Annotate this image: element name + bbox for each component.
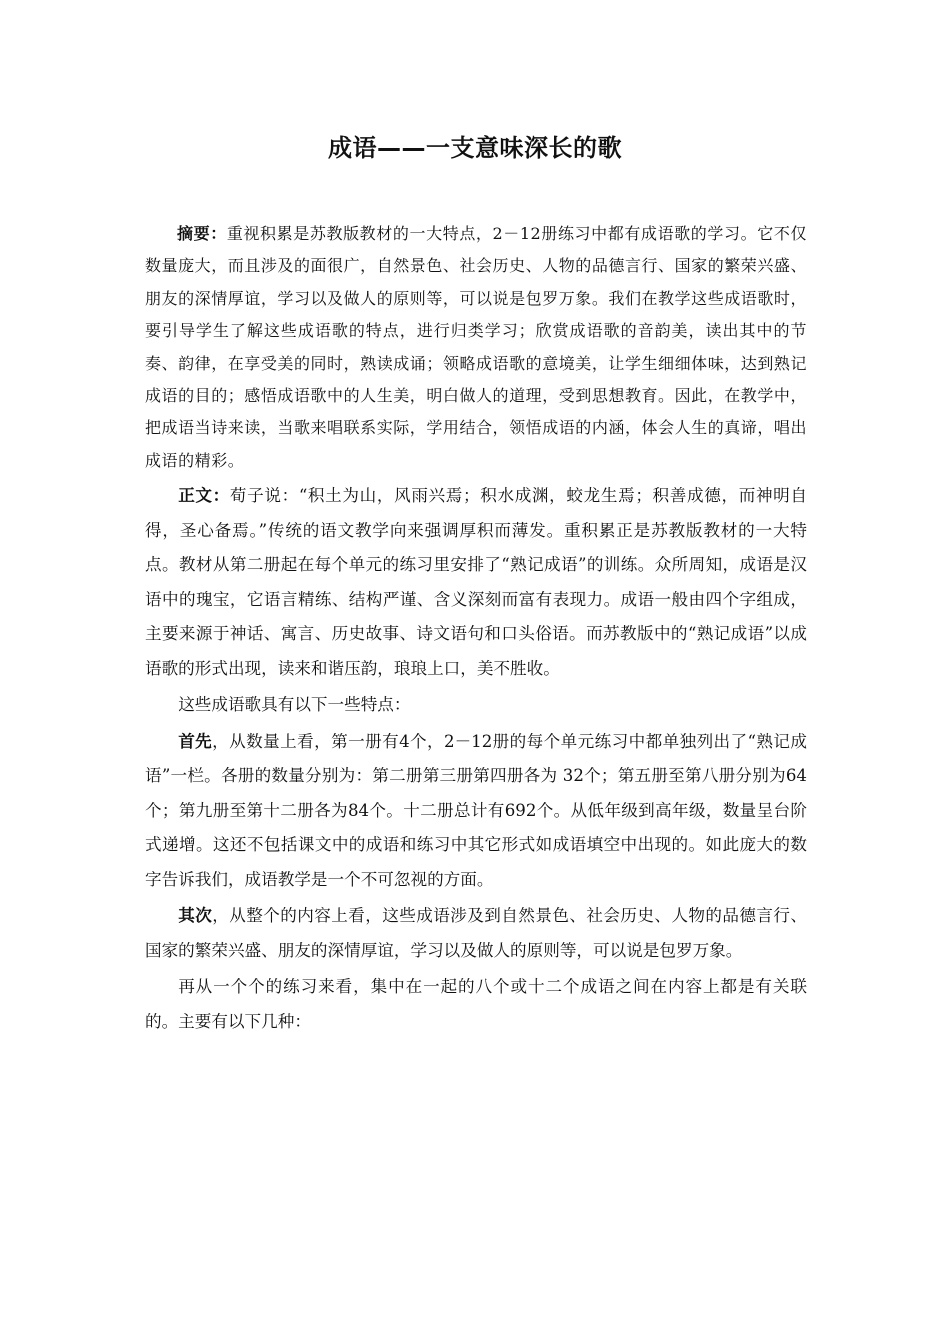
document-body [145, 218, 807, 1039]
first-point-lead: 首先 [178, 731, 213, 751]
second-point-paragraph [145, 899, 807, 968]
first-point-paragraph [145, 725, 807, 898]
features-intro-text: 这些成语歌具有以下一些特点： [178, 695, 411, 715]
abstract-text: 重视积累是苏教版教材的一大特点，2－12册练习中都有成语歌的学习。它不仅数量庞大，而且涉及的面很广，自然景色、社会历史、人物的品德言行、国家的繁荣兴盛、朋友的深情厚谊，学习以及做人的原则等，可以说是包罗万象。我们在教学这些成语歌时，要引导学生了解这些成语歌的特点，进行归类学习；欣赏成语歌的音韵美，读出其中的节奏、韵律，在享受美的同时，熟读成诵；领略成语歌的意境美，让学生细细体味，达到熟记成语的目的；感悟成语歌中的人生美，明白做人的道理，受到思想教育。因此，在教学中，把成语当诗来读，当歌来唱联系实际，学用结合，领悟成语的内涵，体会人生的真谛，唱出成语的精彩。 [145, 224, 808, 470]
abstract-paragraph [145, 218, 807, 477]
main-text-lead: 正文： [178, 486, 230, 506]
first-point-text: ，从数量上看，第一册有4个，2－12册的每个单元练习中都单独列出了“熟记成语”一栏。各册的数量分别为：第二册第三册第四册各为 32个；第五册至第八册分别为64个；第九册至第十二册各为84个。十二册总计有692个。从低年级到高年级，数量呈台阶式递增。这还不包括课文中的成语和练习中其它形式如成语填空中出现的。如此庞大的数字告诉我们，成语教学是一个不可忽视的方面。 [145, 731, 807, 889]
main-text-paragraph [145, 479, 807, 686]
second-point-text: ，从整个的内容上看，这些成语涉及到自然景色、社会历史、人物的品德言行、国家的繁荣兴盛、朋友的深情厚谊，学习以及做人的原则等，可以说是包罗万象。 [145, 906, 808, 960]
features-intro-paragraph [145, 688, 807, 723]
abstract-lead: 摘要： [177, 224, 227, 243]
document-title: 成语——一支意味深长的歌 [328, 134, 622, 162]
main-text-body: 荀子说：“积土为山，风雨兴焉；积水成渊，蛟龙生焉；积善成德，而神明自得，圣心备焉。”传统的语文教学向来强调厚积而薄发。重积累正是苏教版教材的一大特点。教材从第二册起在每个单元的练习里安排了“熟记成语”的训练。众所周知，成语是汉语中的瑰宝，它语言精练、结构严谨、含义深刻而富有表现力。成语一般由四个字组成，主要来源于神话、寓言、历史故事、诗文语句和口头俗语。而苏教版中的“熟记成语”以成语歌的形式出现，读来和谐压韵，琅琅上口，美不胜收。 [145, 486, 808, 678]
exercise-view-text: 再从一个个的练习来看，集中在一起的八个或十二个成语之间在内容上都是有关联的。主要有以下几种： [145, 977, 807, 1031]
exercise-view-paragraph [145, 970, 807, 1039]
second-point-lead: 其次 [178, 906, 213, 926]
